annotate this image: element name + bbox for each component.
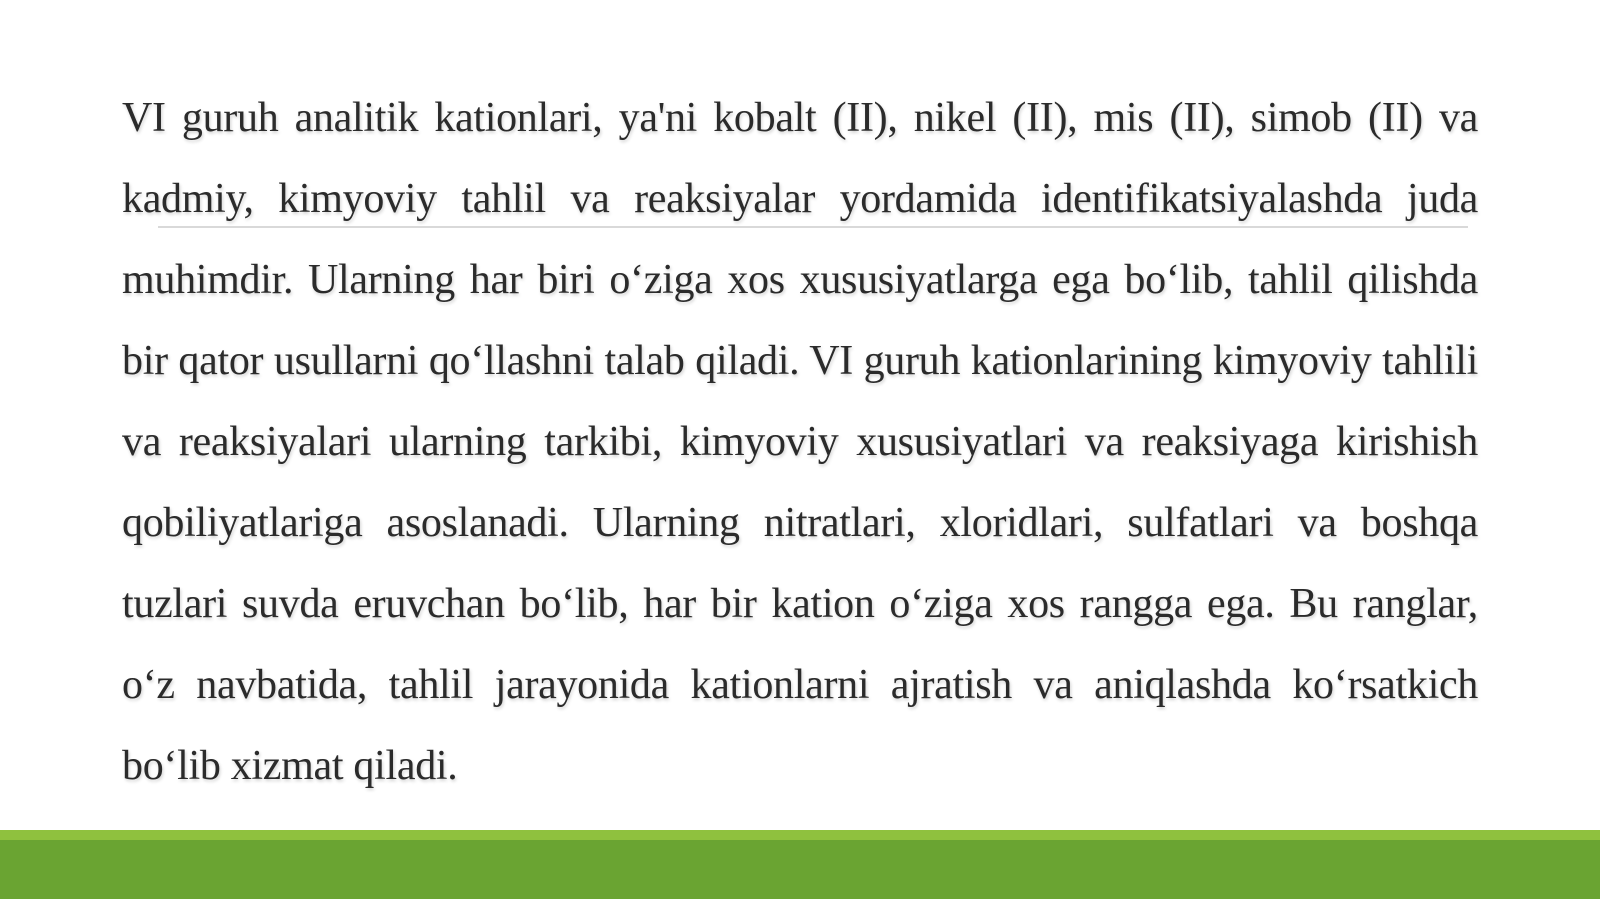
footer-accent-stripe [0, 830, 1600, 840]
decorative-rule [158, 226, 1468, 228]
footer-band [0, 840, 1600, 899]
slide-body-paragraph: VI guruh analitik kationlari, ya'ni kobalt (II), nikel (II), mis (II), simob (II) va kadmiy, kimyoviy tahlil va reaksiyalar yordamida identifikatsiyalashda juda muhimdir. Ularning har biri o‘ziga xos xususiyatlarga ega bo‘lib, tahlil qilishda bir qator usullarni qo‘llashni talab qiladi. VI guruh kationlarining kimyoviy tahlili va reaksiyalari ularning tarkibi, kimyoviy xususiyatlari va reaksiyaga kirishish qobiliyatlariga asoslanadi. Ularning nitratlari, xloridlari, sulfatlari va boshqa tuzlari suvda eruvchan bo‘lib, har bir kation o‘ziga xos rangga ega. Bu ranglar, o‘z navbatida, tahlil jarayonida kationlarni ajratish va aniqlashda ko‘rsatkich bo‘lib xizmat qiladi. [122, 95, 1478, 789]
